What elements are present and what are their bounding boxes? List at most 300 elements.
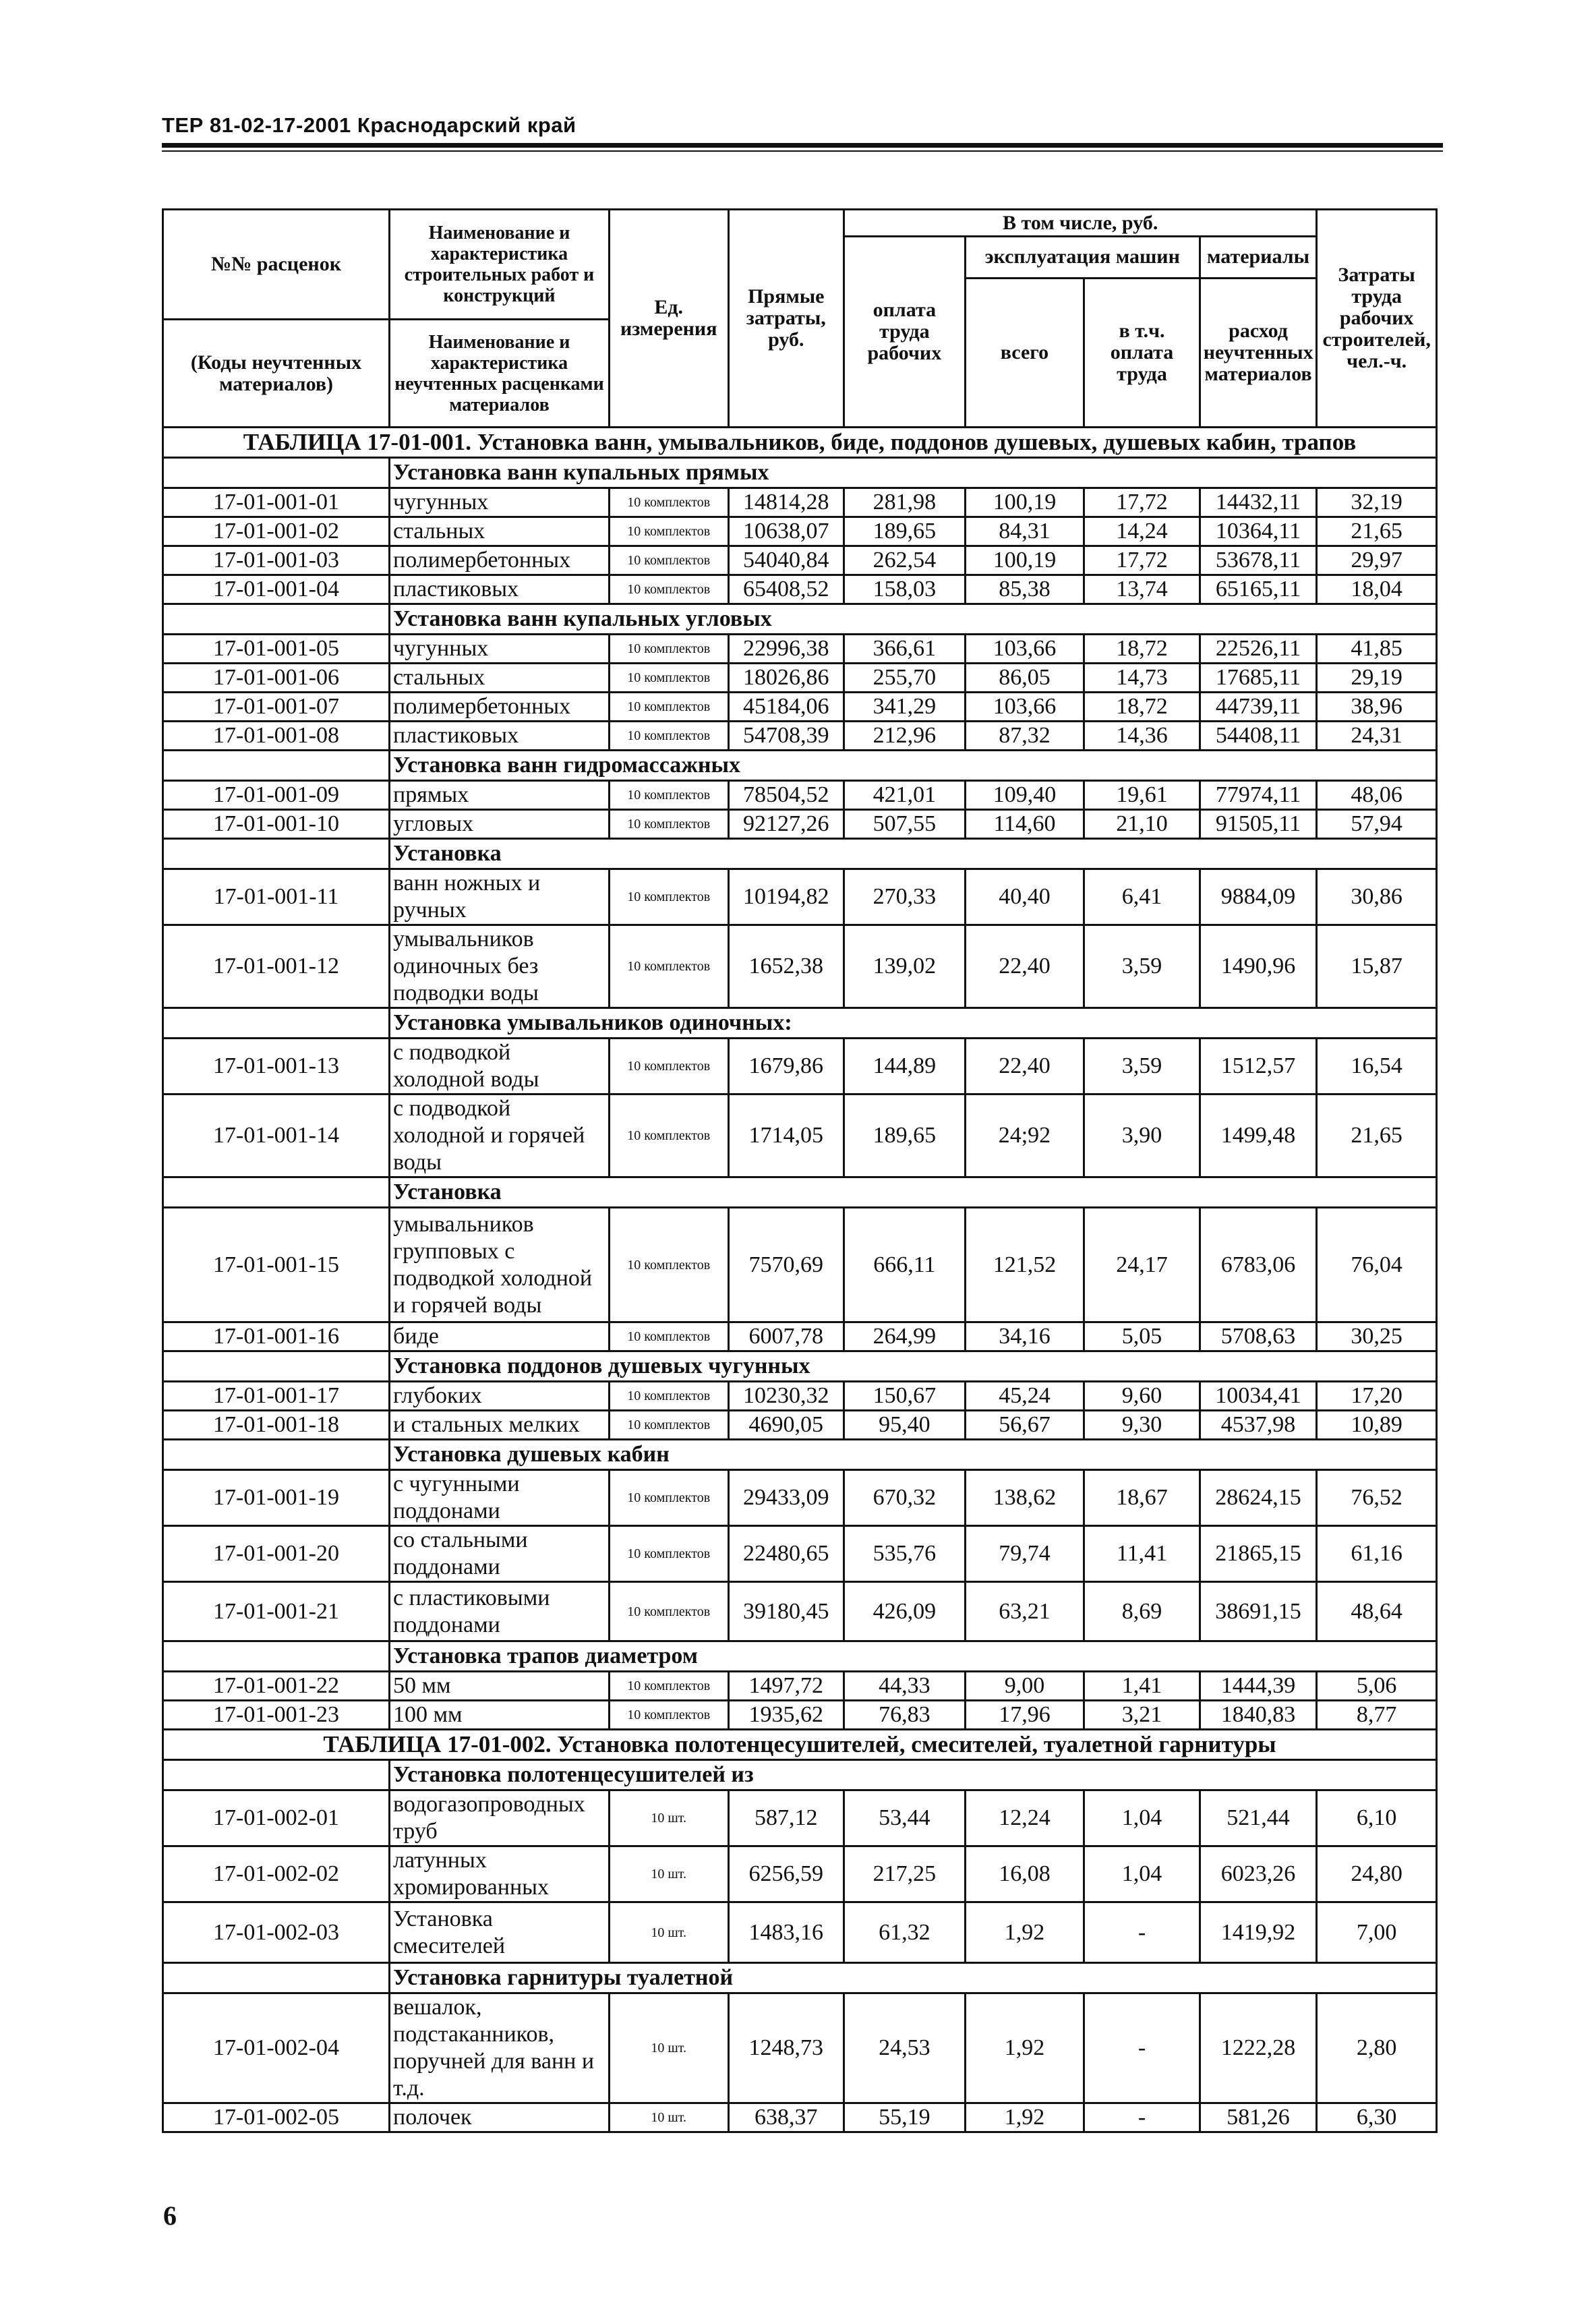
work-name: водогазопроводных труб [390,1790,610,1846]
unit-cell: 10 шт. [609,1902,728,1963]
unit-cell: 10 комплектов [609,1411,728,1440]
machines-labor-pay: 1,41 [1084,1672,1200,1701]
rate-code: 17-01-002-03 [163,1902,390,1963]
labor-pay: 76,83 [844,1701,966,1730]
machines-total: 109,40 [965,781,1084,810]
table-body [163,428,1437,2132]
work-name: умывальников одиночных без подводки воды [390,925,610,1008]
work-name: со стальными поддонами [390,1526,610,1582]
group-title: Установка умывальников одиночных: [390,1008,1437,1039]
col-labor-pay-header: оплата труда рабочих [844,237,966,428]
direct-cost: 10230,32 [728,1382,844,1411]
work-name: полимербетонных [390,693,610,722]
materials-cost: 1419,92 [1200,1902,1317,1963]
table-row [163,1846,1437,1902]
machines-total: 79,74 [965,1526,1084,1582]
group-row [163,1760,1437,1790]
machines-total: 22,40 [965,1039,1084,1095]
materials-cost: 1490,96 [1200,925,1317,1008]
work-name: и стальных мелких [390,1411,610,1440]
work-name: полочек [390,2103,610,2132]
table-row [163,1526,1437,1582]
machines-total: 114,60 [965,810,1084,839]
materials-cost: 6023,26 [1200,1846,1317,1902]
rate-code: 17-01-001-05 [163,635,390,664]
machines-labor-pay: 14,36 [1084,722,1200,751]
work-name: стальных [390,517,610,546]
rate-code: 17-01-002-04 [163,1993,390,2103]
table-row [163,1322,1437,1351]
unit-cell: 10 комплектов [609,575,728,604]
group-title: Установка душевых кабин [390,1440,1437,1470]
col-machines-labor-header: в т.ч. оплата труда [1084,278,1200,428]
direct-cost: 10194,82 [728,869,844,925]
group-row [163,1351,1437,1382]
rate-code: 17-01-001-21 [163,1582,390,1641]
labor-hours: 24,31 [1317,722,1437,751]
col-labor-cost-header: Затраты труда рабочих строителей, чел.-ч. [1317,210,1437,428]
work-name: с пластиковыми поддонами [390,1582,610,1641]
rate-code: 17-01-001-01 [163,488,390,517]
labor-hours: 21,65 [1317,1095,1437,1177]
materials-cost: 581,26 [1200,2103,1317,2132]
group-row [163,458,1437,488]
machines-labor-pay: 14,73 [1084,664,1200,693]
rate-code: 17-01-002-02 [163,1846,390,1902]
labor-pay: 139,02 [844,925,966,1008]
machines-total: 103,66 [965,635,1084,664]
direct-cost: 45184,06 [728,693,844,722]
table-row [163,517,1437,546]
labor-pay: 535,76 [844,1526,966,1582]
machines-total: 56,67 [965,1411,1084,1440]
machines-labor-pay: 17,72 [1084,488,1200,517]
direct-cost: 1497,72 [728,1672,844,1701]
col-direct-header: Прямые затраты, руб. [728,210,844,428]
unit-cell: 10 комплектов [609,693,728,722]
unit-cell: 10 комплектов [609,810,728,839]
direct-cost: 54040,84 [728,546,844,575]
rate-code: 17-01-001-19 [163,1470,390,1526]
table-title-row [163,428,1437,458]
labor-pay: 189,65 [844,1095,966,1177]
work-name: биде [390,1322,610,1351]
unit-cell: 10 комплектов [609,781,728,810]
rates-table [162,208,1438,2133]
labor-hours: 57,94 [1317,810,1437,839]
labor-hours: 6,30 [1317,2103,1437,2132]
materials-cost: 1840,83 [1200,1701,1317,1730]
rate-code: 17-01-001-20 [163,1526,390,1582]
group-code-cell [163,839,390,869]
labor-hours: 15,87 [1317,925,1437,1008]
page-header: ТЕР 81-02-17-2001 Краснодарский край [162,113,577,137]
group-row [163,1177,1437,1208]
rate-code: 17-01-002-05 [163,2103,390,2132]
machines-labor-pay: - [1084,2103,1200,2132]
rate-code: 17-01-001-09 [163,781,390,810]
labor-pay: 217,25 [844,1846,966,1902]
machines-labor-pay: 1,04 [1084,1790,1200,1846]
table-row [163,546,1437,575]
group-code-cell [163,1177,390,1208]
labor-hours: 10,89 [1317,1411,1437,1440]
direct-cost: 54708,39 [728,722,844,751]
col-materials-header: материалы [1200,237,1317,279]
materials-cost: 1499,48 [1200,1095,1317,1177]
labor-pay: 281,98 [844,488,966,517]
work-name: 100 мм [390,1701,610,1730]
machines-total: 103,66 [965,693,1084,722]
materials-cost: 28624,15 [1200,1470,1317,1526]
group-title: Установка [390,1177,1437,1208]
direct-cost: 1248,73 [728,1993,844,2103]
materials-cost: 38691,15 [1200,1582,1317,1641]
machines-total: 12,24 [965,1790,1084,1846]
work-name: пластиковых [390,575,610,604]
materials-cost: 10034,41 [1200,1382,1317,1411]
rate-code: 17-01-001-04 [163,575,390,604]
group-title: Установка [390,839,1437,869]
unit-cell: 10 комплектов [609,546,728,575]
group-title: Установка ванн купальных угловых [390,604,1437,635]
rate-code: 17-01-001-02 [163,517,390,546]
group-title: Установка ванн гидромассажных [390,751,1437,781]
machines-labor-pay: 13,74 [1084,575,1200,604]
machines-total: 9,00 [965,1672,1084,1701]
machines-labor-pay: 3,59 [1084,925,1200,1008]
work-name: Установка смесителей [390,1902,610,1963]
table-row [163,1411,1437,1440]
labor-pay: 44,33 [844,1672,966,1701]
col-name-header: Наименование и характеристика строительных работ и конструкций [390,210,610,320]
work-name: вешалок, подстаканников, поручней для ванн и т.д. [390,1993,610,2103]
unit-cell: 10 комплектов [609,1382,728,1411]
group-title: Установка ванн купальных прямых [390,458,1437,488]
labor-pay: 366,61 [844,635,966,664]
materials-cost: 17685,11 [1200,664,1317,693]
table-row [163,810,1437,839]
table-row [163,1701,1437,1730]
table-row [163,1582,1437,1641]
labor-hours: 5,06 [1317,1672,1437,1701]
table-row [163,693,1437,722]
work-name: угловых [390,810,610,839]
machines-labor-pay: 18,72 [1084,635,1200,664]
labor-hours: 21,65 [1317,517,1437,546]
rate-code: 17-01-001-11 [163,869,390,925]
table-row [163,1993,1437,2103]
unit-cell: 10 комплектов [609,1672,728,1701]
labor-hours: 2,80 [1317,1993,1437,2103]
machines-labor-pay: 18,67 [1084,1470,1200,1526]
rate-code: 17-01-001-22 [163,1672,390,1701]
unit-cell: 10 шт. [609,1846,728,1902]
materials-cost: 6783,06 [1200,1208,1317,1322]
labor-hours: 38,96 [1317,693,1437,722]
rate-code: 17-01-001-16 [163,1322,390,1351]
group-row [163,1440,1437,1470]
labor-pay: 53,44 [844,1790,966,1846]
machines-labor-pay: 1,04 [1084,1846,1200,1902]
work-name: полимербетонных [390,546,610,575]
labor-pay: 255,70 [844,664,966,693]
unit-cell: 10 комплектов [609,869,728,925]
group-row [163,1008,1437,1039]
labor-hours: 76,52 [1317,1470,1437,1526]
direct-cost: 29433,09 [728,1470,844,1526]
machines-labor-pay: 17,72 [1084,546,1200,575]
labor-pay: 341,29 [844,693,966,722]
table-title: ТАБЛИЦА 17-01-002. Установка полотенцесушителей, смесителей, туалетной гарнитуры [163,1730,1437,1760]
labor-pay: 262,54 [844,546,966,575]
group-code-cell [163,1440,390,1470]
labor-hours: 30,86 [1317,869,1437,925]
labor-hours: 48,64 [1317,1582,1437,1641]
col-machines-total-header: всего [965,278,1084,428]
machines-total: 138,62 [965,1470,1084,1526]
labor-hours: 6,10 [1317,1790,1437,1846]
direct-cost: 1652,38 [728,925,844,1008]
machines-labor-pay: 21,10 [1084,810,1200,839]
machines-total: 34,16 [965,1322,1084,1351]
work-name: латунных хромированных [390,1846,610,1902]
table-row [163,1382,1437,1411]
labor-hours: 16,54 [1317,1039,1437,1095]
group-row [163,1963,1437,1993]
unit-cell: 10 шт. [609,1993,728,2103]
group-code-cell [163,1760,390,1790]
machines-labor-pay: 6,41 [1084,869,1200,925]
direct-cost: 39180,45 [728,1582,844,1641]
machines-total: 1,92 [965,1993,1084,2103]
group-row [163,1641,1437,1672]
machines-total: 24;92 [965,1095,1084,1177]
direct-cost: 10638,07 [728,517,844,546]
work-name: пластиковых [390,722,610,751]
rate-code: 17-01-001-12 [163,925,390,1008]
group-code-cell [163,604,390,635]
rate-code: 17-01-001-06 [163,664,390,693]
direct-cost: 92127,26 [728,810,844,839]
table-row [163,869,1437,925]
col-code-header-bottom: (Коды неучтенных материалов) [163,320,390,428]
group-code-cell [163,1008,390,1039]
labor-pay: 264,99 [844,1322,966,1351]
col-including-header: В том числе, руб. [844,210,1317,237]
machines-total: 40,40 [965,869,1084,925]
labor-pay: 507,55 [844,810,966,839]
materials-cost: 1222,28 [1200,1993,1317,2103]
direct-cost: 78504,52 [728,781,844,810]
materials-cost: 77974,11 [1200,781,1317,810]
direct-cost: 1679,86 [728,1039,844,1095]
direct-cost: 1935,62 [728,1701,844,1730]
machines-total: 100,19 [965,546,1084,575]
work-name: глубоких [390,1382,610,1411]
machines-labor-pay: 14,24 [1084,517,1200,546]
machines-total: 1,92 [965,2103,1084,2132]
unit-cell: 10 комплектов [609,1208,728,1322]
table-row [163,1039,1437,1095]
unit-cell: 10 комплектов [609,925,728,1008]
materials-cost: 9884,09 [1200,869,1317,925]
machines-total: 22,40 [965,925,1084,1008]
direct-cost: 587,12 [728,1790,844,1846]
group-title: Установка полотенцесушителей из [390,1760,1437,1790]
labor-hours: 29,97 [1317,546,1437,575]
rate-code: 17-01-001-08 [163,722,390,751]
work-name: умывальников групповых с подводкой холодной и горячей воды [390,1208,610,1322]
direct-cost: 1714,05 [728,1095,844,1177]
machines-labor-pay: 11,41 [1084,1526,1200,1582]
labor-pay: 150,67 [844,1382,966,1411]
rate-code: 17-01-001-17 [163,1382,390,1411]
col-code-header: №№ расценок [163,210,390,320]
labor-pay: 670,32 [844,1470,966,1526]
labor-pay: 24,53 [844,1993,966,2103]
unit-cell: 10 шт. [609,2103,728,2132]
labor-hours: 61,16 [1317,1526,1437,1582]
machines-labor-pay: 18,72 [1084,693,1200,722]
rate-code: 17-01-002-01 [163,1790,390,1846]
labor-hours: 48,06 [1317,781,1437,810]
table-title: ТАБЛИЦА 17-01-001. Установка ванн, умывальников, биде, поддонов душевых, душевых кабин, трапов [163,428,1437,458]
table-row [163,1208,1437,1322]
work-name: стальных [390,664,610,693]
rate-code: 17-01-001-10 [163,810,390,839]
group-title: Установка поддонов душевых чугунных [390,1351,1437,1382]
machines-total: 17,96 [965,1701,1084,1730]
machines-labor-pay: 19,61 [1084,781,1200,810]
unit-cell: 10 комплектов [609,1582,728,1641]
table-title-row [163,1730,1437,1760]
col-unit-header: Ед. измерения [609,210,728,428]
materials-cost: 10364,11 [1200,517,1317,546]
table-row [163,1095,1437,1177]
direct-cost: 65408,52 [728,575,844,604]
unit-cell: 10 комплектов [609,488,728,517]
labor-pay: 61,32 [844,1902,966,1963]
unit-cell: 10 комплектов [609,1322,728,1351]
unit-cell: 10 комплектов [609,1095,728,1177]
work-name: 50 мм [390,1672,610,1701]
direct-cost: 1483,16 [728,1902,844,1963]
materials-cost: 22526,11 [1200,635,1317,664]
table-row [163,722,1437,751]
labor-pay: 55,19 [844,2103,966,2132]
group-code-cell [163,1641,390,1672]
group-title: Установка трапов диаметром [390,1641,1437,1672]
rate-code: 17-01-001-18 [163,1411,390,1440]
materials-cost: 1512,57 [1200,1039,1317,1095]
table-row [163,1790,1437,1846]
machines-labor-pay: - [1084,1902,1200,1963]
direct-cost: 638,37 [728,2103,844,2132]
labor-pay: 270,33 [844,869,966,925]
machines-total: 45,24 [965,1382,1084,1411]
machines-labor-pay: 3,21 [1084,1701,1200,1730]
labor-hours: 41,85 [1317,635,1437,664]
group-code-cell [163,1963,390,1993]
labor-pay: 666,11 [844,1208,966,1322]
machines-labor-pay: 9,30 [1084,1411,1200,1440]
materials-cost: 4537,98 [1200,1411,1317,1440]
header-rule [162,143,1443,148]
table-row [163,1902,1437,1963]
header-rule-thin [162,150,1443,152]
table-row [163,925,1437,1008]
unit-cell: 10 комплектов [609,722,728,751]
labor-hours: 18,04 [1317,575,1437,604]
unit-cell: 10 комплектов [609,1701,728,1730]
work-name: прямых [390,781,610,810]
machines-labor-pay: 8,69 [1084,1582,1200,1641]
col-materials-sub-header: расход неучтенных материалов [1200,278,1317,428]
table-row [163,635,1437,664]
direct-cost: 7570,69 [728,1208,844,1322]
machines-labor-pay: 3,90 [1084,1095,1200,1177]
work-name: с чугунными поддонами [390,1470,610,1526]
machines-labor-pay: 24,17 [1084,1208,1200,1322]
materials-cost: 91505,11 [1200,810,1317,839]
table-row [163,781,1437,810]
direct-cost: 14814,28 [728,488,844,517]
unit-cell: 10 комплектов [609,1039,728,1095]
table-row [163,1470,1437,1526]
labor-hours: 30,25 [1317,1322,1437,1351]
table-row [163,575,1437,604]
unit-cell: 10 комплектов [609,635,728,664]
rate-code: 17-01-001-07 [163,693,390,722]
unit-cell: 10 шт. [609,1790,728,1846]
machines-total: 87,32 [965,722,1084,751]
group-row [163,839,1437,869]
direct-cost: 18026,86 [728,664,844,693]
work-name: с подводкой холодной воды [390,1039,610,1095]
materials-cost: 521,44 [1200,1790,1317,1846]
machines-total: 63,21 [965,1582,1084,1641]
group-code-cell [163,751,390,781]
machines-total: 16,08 [965,1846,1084,1902]
table-row [163,664,1437,693]
materials-cost: 21865,15 [1200,1526,1317,1582]
labor-pay: 426,09 [844,1582,966,1641]
machines-total: 1,92 [965,1902,1084,1963]
labor-hours: 8,77 [1317,1701,1437,1730]
direct-cost: 22480,65 [728,1526,844,1582]
materials-cost: 5708,63 [1200,1322,1317,1351]
machines-labor-pay: 9,60 [1084,1382,1200,1411]
machines-labor-pay: - [1084,1993,1200,2103]
group-row [163,751,1437,781]
rate-code: 17-01-001-13 [163,1039,390,1095]
machines-labor-pay: 5,05 [1084,1322,1200,1351]
work-name: чугунных [390,635,610,664]
table-row [163,488,1437,517]
labor-pay: 189,65 [844,517,966,546]
materials-cost: 44739,11 [1200,693,1317,722]
materials-cost: 14432,11 [1200,488,1317,517]
labor-hours: 32,19 [1317,488,1437,517]
materials-cost: 53678,11 [1200,546,1317,575]
table-row [163,2103,1437,2132]
rate-code: 17-01-001-14 [163,1095,390,1177]
group-row [163,604,1437,635]
labor-hours: 17,20 [1317,1382,1437,1411]
work-name: с подводкой холодной и горячей воды [390,1095,610,1177]
unit-cell: 10 комплектов [609,1470,728,1526]
